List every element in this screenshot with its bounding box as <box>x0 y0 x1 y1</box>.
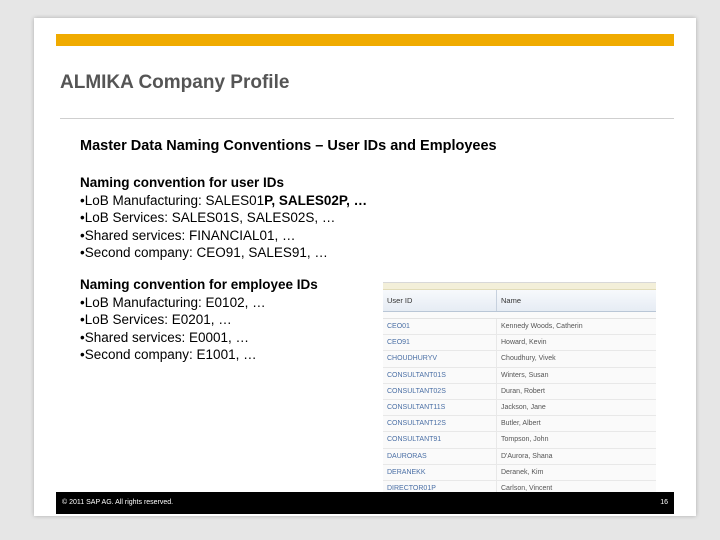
page-title: ALMIKA Company Profile <box>60 72 290 93</box>
user-id-title: Naming convention for user IDs <box>80 175 285 190</box>
name-cell: Kennedy Woods, Catherin <box>501 323 583 331</box>
user-id-cell: CEO01 <box>383 319 497 334</box>
bullet-bold-text: P, SALES02P, … <box>264 192 368 208</box>
partial-row <box>383 312 656 319</box>
table-row[interactable] <box>383 335 656 351</box>
name-cell: Howard, Kevin <box>501 339 547 347</box>
table-body <box>383 319 656 495</box>
name-cell: Choudhury, Vivek <box>501 355 556 363</box>
user-table-screenshot <box>383 282 656 495</box>
user-id-cell: DERANEKK <box>383 465 497 480</box>
user-id-conventions <box>80 174 367 262</box>
toolbar-strip <box>383 283 656 290</box>
table-row[interactable] <box>383 351 656 367</box>
name-cell: Deranek, Kim <box>501 468 544 476</box>
table-row[interactable] <box>383 465 656 481</box>
table-row[interactable] <box>383 400 656 416</box>
employee-id-bullet: •Second company: E1001, … <box>80 347 257 362</box>
table-row[interactable] <box>383 319 656 335</box>
user-id-bullet: •LoB Services: SALES01S, SALES02S, … <box>80 210 336 225</box>
user-id-cell: CONSULTANT01S <box>383 368 497 383</box>
user-id-cell: CONSULTANT12S <box>383 416 497 431</box>
page-number: 16 <box>660 499 668 506</box>
name-cell: Carlson, Vincent <box>501 484 553 492</box>
name-cell: D'Aurora, Shana <box>501 452 553 460</box>
title-divider <box>60 118 674 119</box>
table-row[interactable] <box>383 449 656 465</box>
employee-id-bullet: •LoB Manufacturing: E0102, … <box>80 294 266 310</box>
table-row[interactable] <box>383 384 656 400</box>
table-row[interactable] <box>383 368 656 384</box>
name-cell: Butler, Albert <box>501 420 541 428</box>
table-row[interactable] <box>383 432 656 448</box>
user-id-cell: CEO91 <box>383 335 497 350</box>
bullet-text: •LoB Manufacturing: SALES01 <box>80 192 265 208</box>
slide <box>34 18 696 516</box>
user-id-bullet: •Shared services: FINANCIAL01, … <box>80 227 296 243</box>
user-id-cell: CONSULTANT91 <box>383 432 497 447</box>
footer <box>56 492 674 514</box>
name-cell: Jackson, Jane <box>501 404 546 412</box>
user-id-cell: CONSULTANT02S <box>383 384 497 399</box>
user-id-cell: CONSULTANT11S <box>383 400 497 415</box>
user-id-bullet: •Second company: CEO91, SALES91, … <box>80 245 328 260</box>
name-cell: Winters, Susan <box>501 371 549 379</box>
section-heading: Master Data Naming Conventions – User IDs and Employees <box>80 138 497 154</box>
employee-id-title: Naming convention for employee IDs <box>80 277 318 292</box>
name-cell: Tompson, John <box>501 436 549 444</box>
table-header <box>383 290 656 312</box>
employee-id-conventions <box>80 276 318 364</box>
name-cell: Duran, Robert <box>501 387 545 395</box>
table-row[interactable] <box>383 416 656 432</box>
copyright-text: © 2011 SAP AG. All rights reserved. <box>62 499 174 506</box>
user-id-cell: DAURORAS <box>383 449 497 464</box>
column-header-name: Name <box>501 296 522 305</box>
column-header-user-id: User ID <box>383 290 497 311</box>
user-id-cell: CHOUDHURYV <box>383 351 497 366</box>
employee-id-bullet: •Shared services: E0001, … <box>80 329 250 345</box>
user-id-bullet <box>80 192 367 210</box>
accent-bar <box>56 34 674 46</box>
user-id-cell: DIRECTOR01P <box>383 481 497 495</box>
employee-id-bullet: •LoB Services: E0201, … <box>80 312 232 327</box>
